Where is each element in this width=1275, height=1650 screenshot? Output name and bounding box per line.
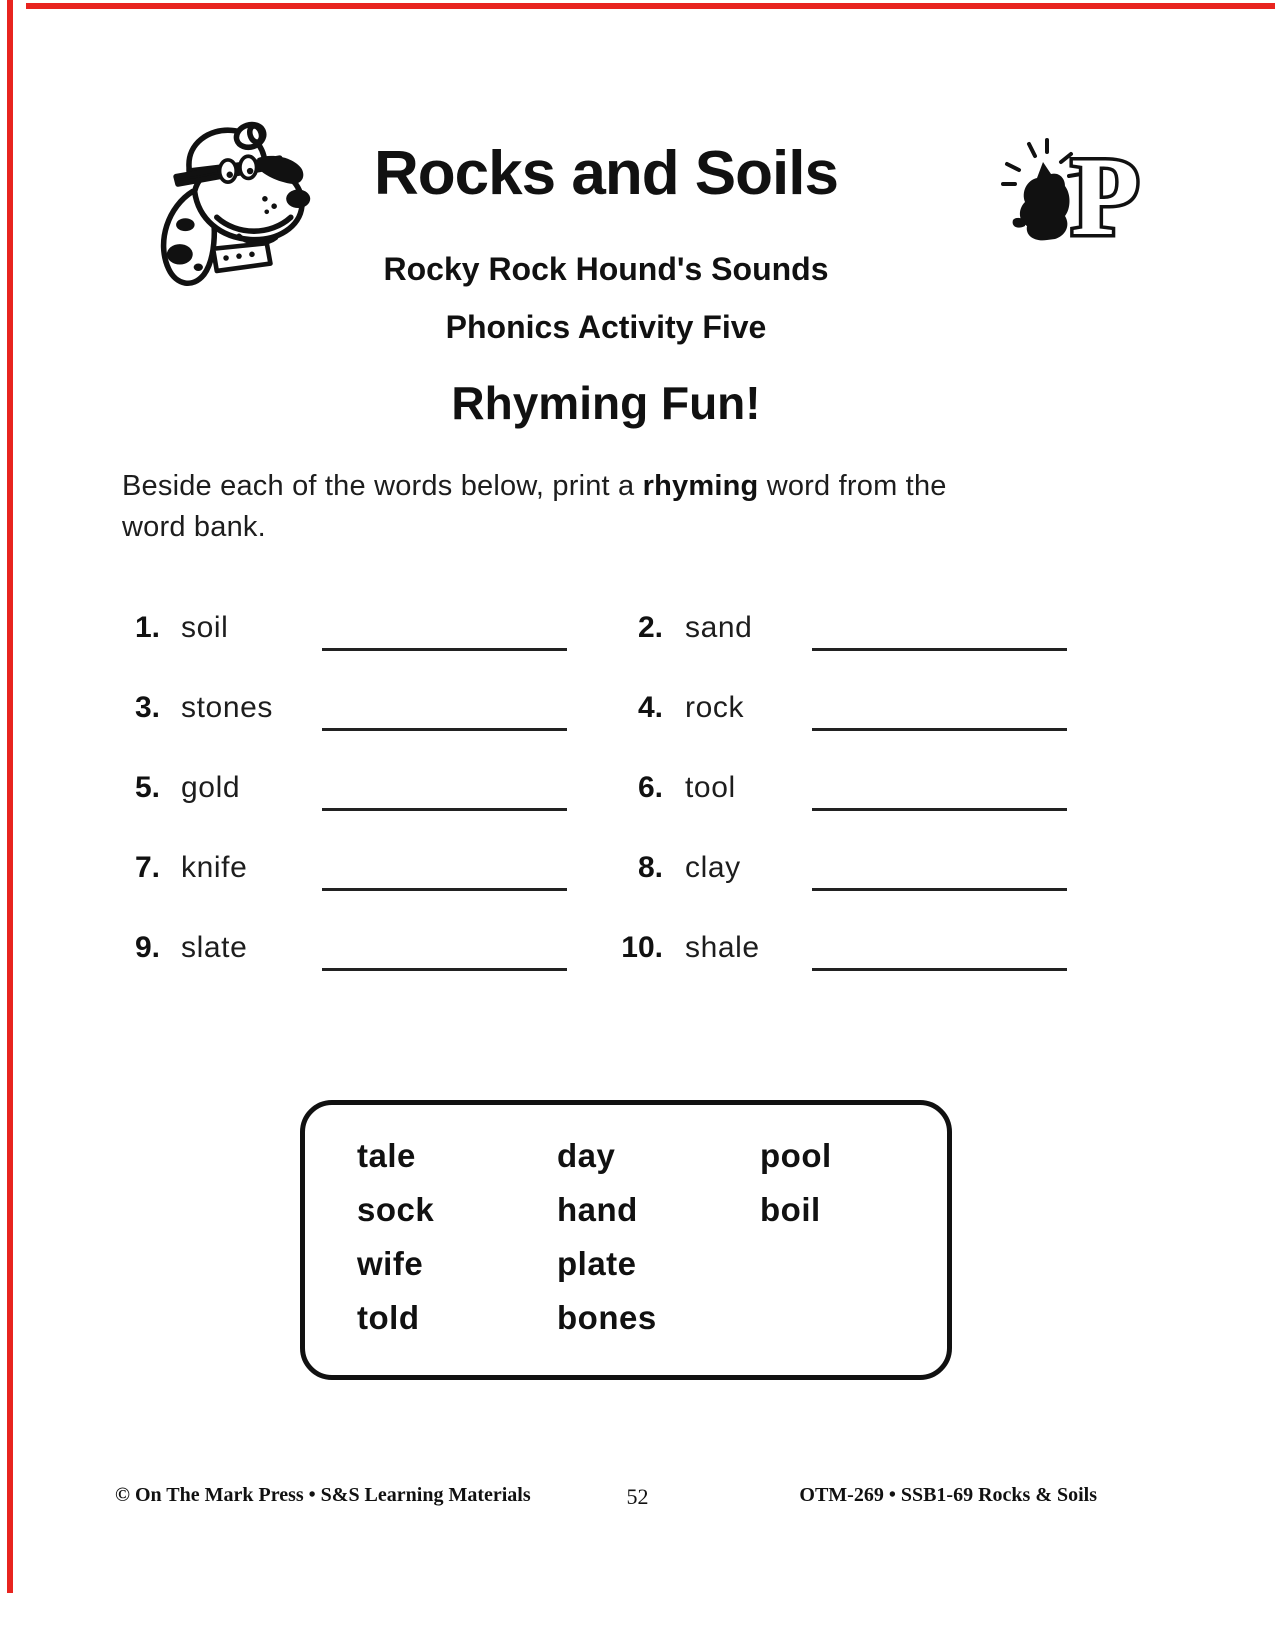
item-word: shale <box>685 931 760 964</box>
word-bank-word: wife <box>357 1245 424 1282</box>
answer-blank-3[interactable] <box>322 690 567 731</box>
item-number: 2. <box>637 611 663 644</box>
answer-blank-2[interactable] <box>812 610 1067 651</box>
footer-product-code: OTM-269 • SSB1-69 Rocks & Soils <box>799 1484 1097 1506</box>
item-word: soil <box>181 611 229 644</box>
subtitle-activity: Phonics Activity Five <box>445 309 767 345</box>
item-number: 5. <box>134 771 160 804</box>
item-word: clay <box>685 851 741 884</box>
word-bank-box <box>300 1100 952 1380</box>
word-bank-word: plate <box>557 1245 637 1282</box>
item-word: tool <box>685 771 736 804</box>
item-word: sand <box>685 611 753 644</box>
subtitle-series: Rocky Rock Hound's Sounds <box>383 251 829 287</box>
word-bank-column-2 <box>557 1129 657 1345</box>
item-number: 7. <box>134 851 160 884</box>
word-bank-word: sock <box>357 1191 435 1228</box>
item-number: 6. <box>637 771 663 804</box>
item-number: 1. <box>134 611 160 644</box>
word-bank-word: bones <box>557 1299 657 1336</box>
item-number: 10. <box>621 931 663 964</box>
instructions-line1-pre: Beside each of the words below, print a <box>122 470 643 502</box>
answer-blank-4[interactable] <box>812 690 1067 731</box>
item-word: knife <box>181 851 248 884</box>
word-bank-word: day <box>557 1137 616 1174</box>
answer-blank-7[interactable] <box>322 850 567 891</box>
answer-blank-6[interactable] <box>812 770 1067 811</box>
answer-blank-1[interactable] <box>322 610 567 651</box>
item-number: 4. <box>637 691 663 724</box>
word-bank-word: pool <box>760 1137 832 1174</box>
item-number: 9. <box>134 931 160 964</box>
word-bank-word: hand <box>557 1191 638 1228</box>
word-bank-column-3 <box>760 1129 832 1237</box>
item-word: stones <box>181 691 273 724</box>
logo-letter: P <box>1071 135 1140 247</box>
instructions-rhyming-bold: rhyming <box>642 470 759 502</box>
item-number: 8. <box>637 851 663 884</box>
scan-artifact-left-edge <box>7 0 13 1593</box>
item-word: rock <box>685 691 745 724</box>
word-bank-word: tale <box>357 1137 416 1174</box>
answer-blank-9[interactable] <box>322 930 567 971</box>
instructions-line1-post: word from the <box>758 470 947 502</box>
instructions-text <box>122 466 1082 548</box>
page-title: Rocks and Soils <box>374 139 838 208</box>
footer-page-number: 52 <box>626 1484 649 1509</box>
answer-blank-5[interactable] <box>322 770 567 811</box>
item-word: gold <box>181 771 241 804</box>
item-number: 3. <box>134 691 160 724</box>
answer-blank-10[interactable] <box>812 930 1067 971</box>
answer-blank-8[interactable] <box>812 850 1067 891</box>
word-bank-column-1 <box>357 1129 434 1345</box>
word-bank-word: told <box>357 1299 420 1336</box>
word-bank-word: boil <box>760 1191 821 1228</box>
activity-title: Rhyming Fun! <box>451 377 761 429</box>
item-word: slate <box>181 931 248 964</box>
scan-artifact-top-edge <box>26 3 1275 9</box>
footer-copyright: © On The Mark Press • S&S Learning Materials <box>115 1484 531 1506</box>
instructions-line2: word bank. <box>122 511 266 543</box>
